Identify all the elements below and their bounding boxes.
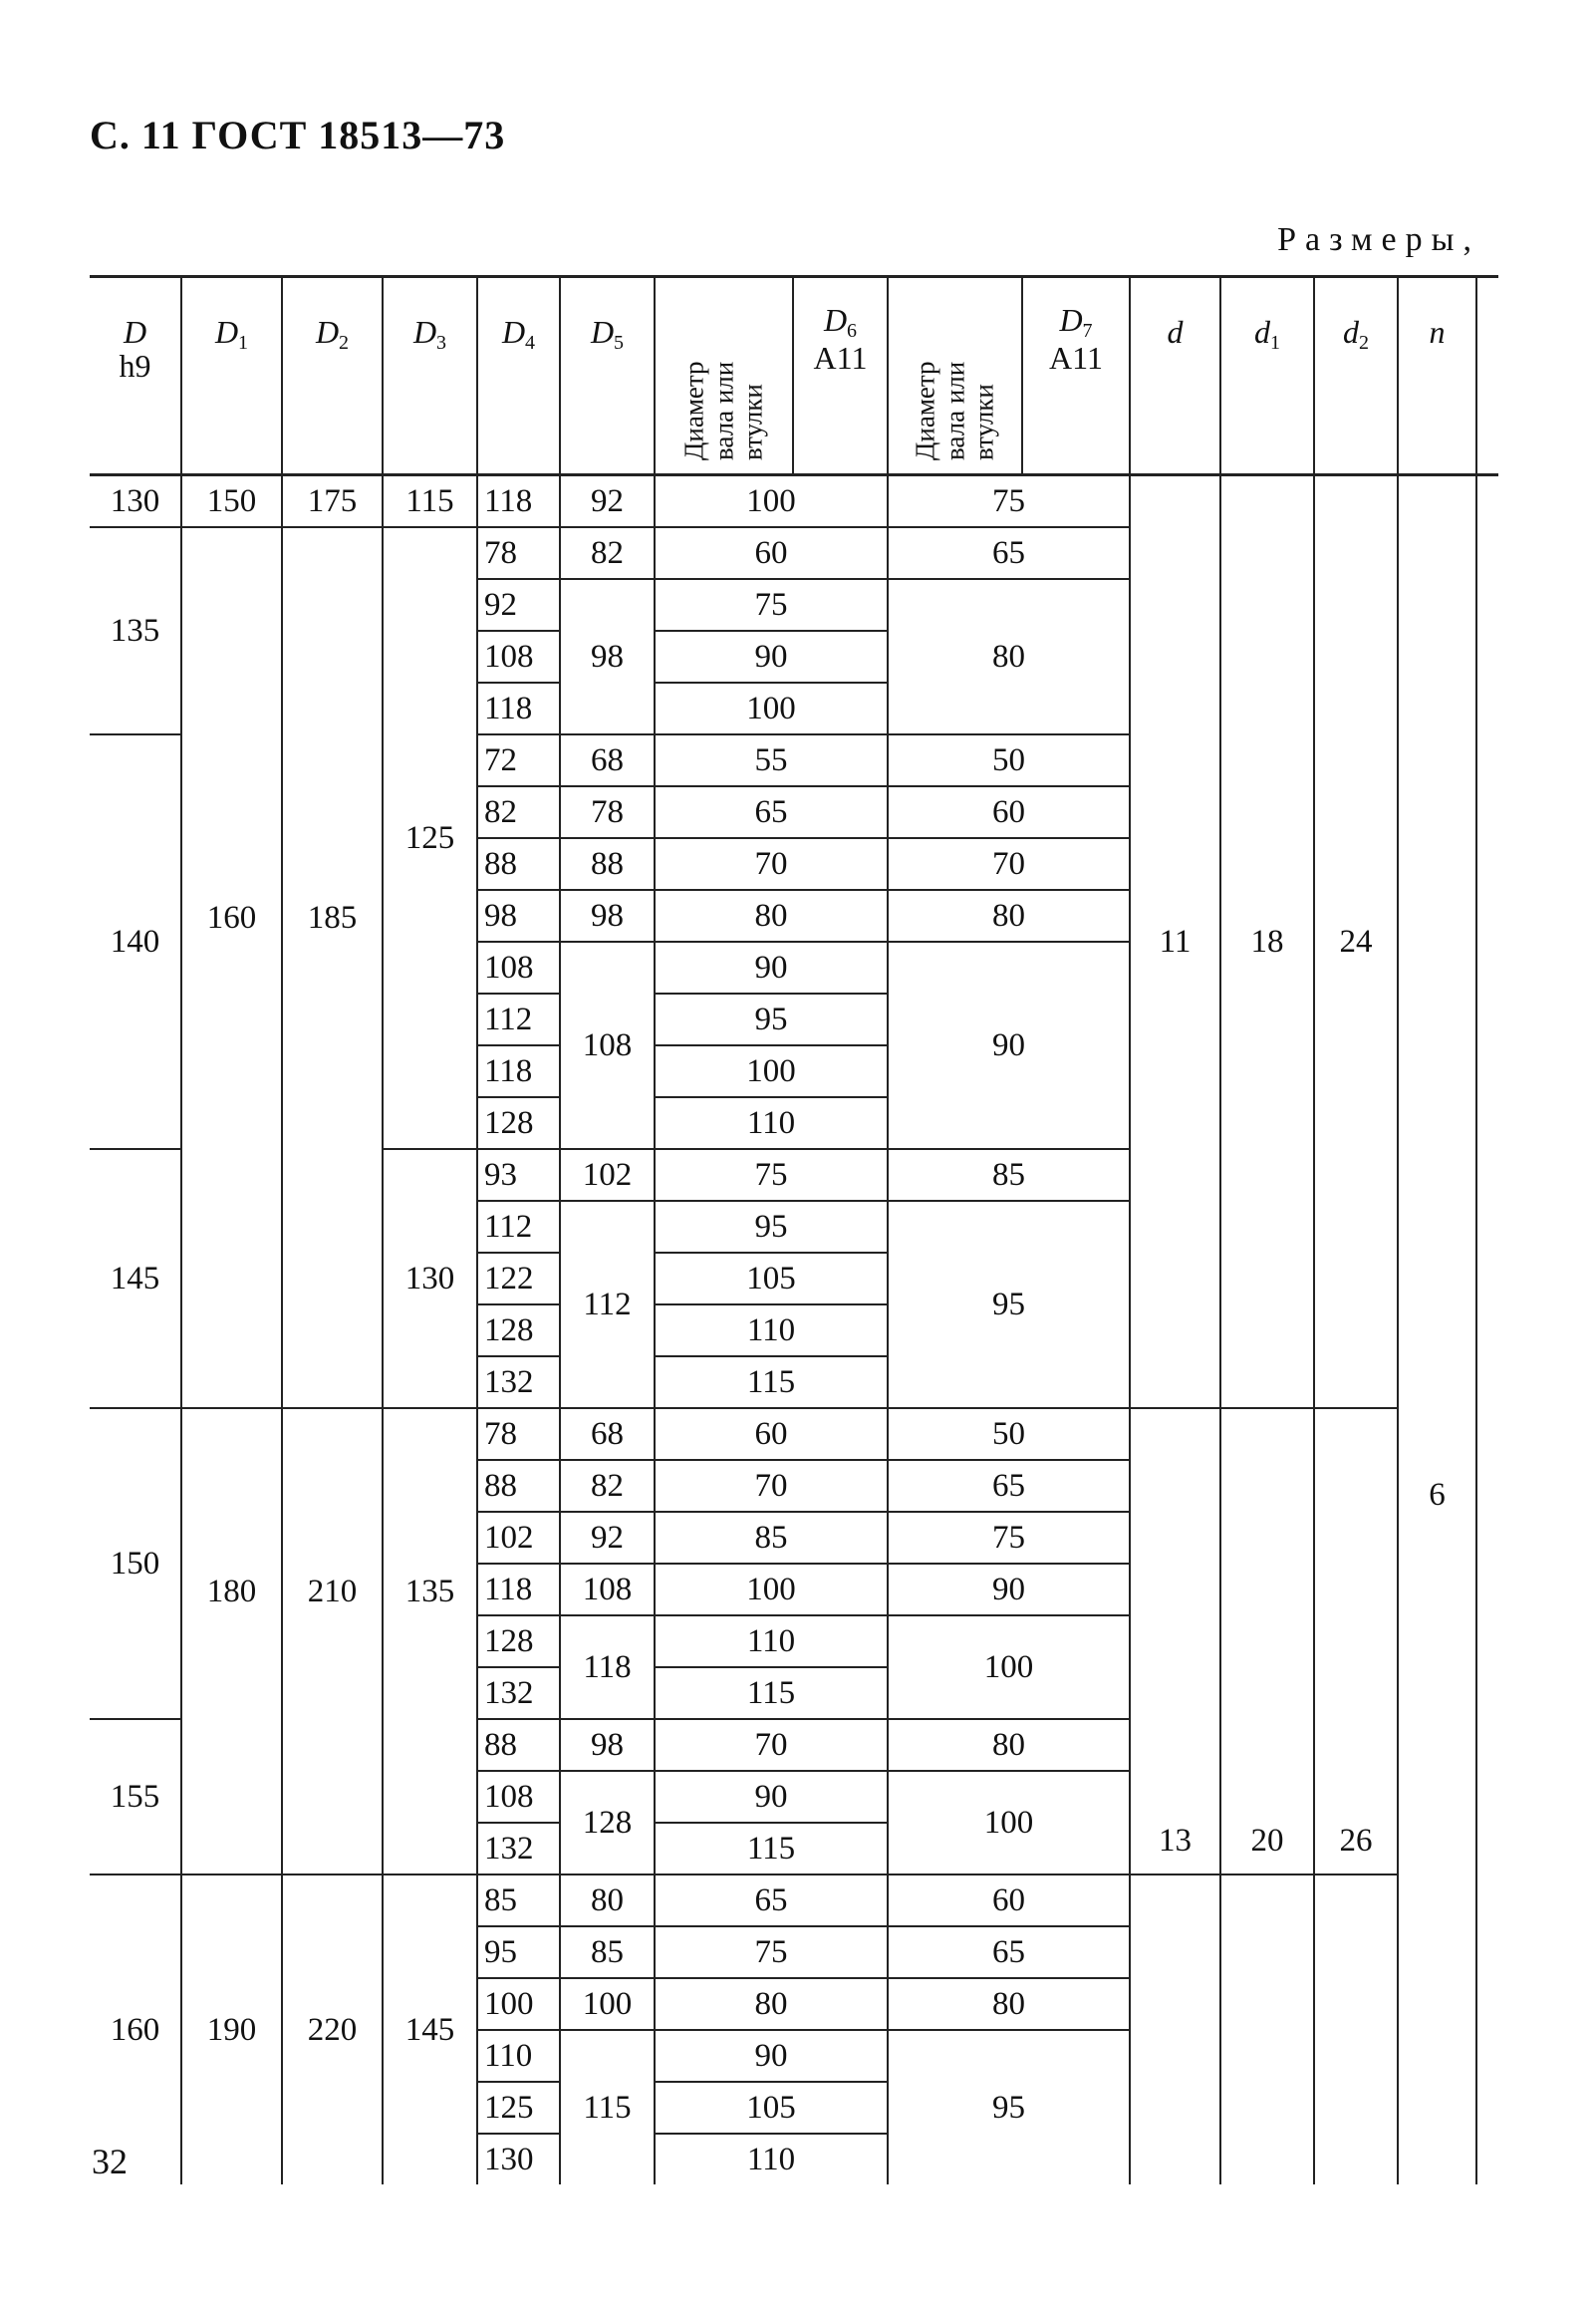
cell-D: 135 [90,527,181,734]
cell-D6: 90 [655,631,888,683]
cell-D3: 130 [383,1149,477,1408]
cell-D5: 128 [560,1771,655,1874]
cell-D6: 90 [655,942,888,994]
col-header-D5: $D_5$ [560,277,655,475]
cell-D6: 90 [655,1771,888,1823]
cell-D7: 80 [888,1978,1130,2030]
cell-d1: 18 [1220,475,1314,1409]
units-label: Размеры, [1277,221,1480,258]
cell-D4: 108 [477,631,560,683]
col-header-d2: $d_2$ [1314,277,1398,475]
cell-d2-empty [1314,1874,1398,2184]
cell-D4: 92 [477,579,560,631]
cell-D5: 98 [560,890,655,942]
cell-D6: 75 [655,1926,888,1978]
cell-D6: 70 [655,1460,888,1512]
cell-D5: 68 [560,734,655,786]
cell-D5: 118 [560,1615,655,1719]
cell-D6: 110 [655,1615,888,1667]
cell-D4: 85 [477,1874,560,1926]
cell-D6: 110 [655,2134,888,2184]
cell-D7: 95 [888,2030,1130,2184]
cell-D3: 135 [383,1408,477,1874]
cell-D6: 70 [655,1719,888,1771]
cell-D4: 82 [477,786,560,838]
cell-D5: 88 [560,838,655,890]
cell-D6: 115 [655,1667,888,1719]
cell-D4: 88 [477,838,560,890]
cell-D5: 102 [560,1149,655,1201]
cell-D6: 95 [655,994,888,1045]
cell-D5: 68 [560,1408,655,1460]
cell-D7: 65 [888,1926,1130,1978]
cell-D6: 60 [655,1408,888,1460]
table-row [90,1408,1498,1460]
cell-d: 11 [1130,475,1220,1409]
cell-D6: 100 [655,683,888,734]
cell-D4: 122 [477,1253,560,1304]
cell-d1: 20 [1220,1408,1314,1874]
cell-d2: 24 [1314,475,1398,1409]
col-header-D6: $D_6$ A11 [793,277,888,475]
cell-D4: 112 [477,1201,560,1253]
cell-D: 150 [90,1408,181,1719]
cell-D6: 100 [655,1564,888,1615]
col-header-d: d [1130,277,1220,475]
cell-D7: 70 [888,838,1130,890]
cell-D5: 92 [560,475,655,528]
cell-D7: 60 [888,786,1130,838]
col-header-D2: $D_2$ [282,277,383,475]
cell-D4: 102 [477,1512,560,1564]
page-number: 32 [92,2142,128,2181]
cell-D6: 65 [655,1874,888,1926]
cell-D4: 132 [477,1356,560,1408]
col-header-D3: $D_3$ [383,277,477,475]
cell-D7: 75 [888,1512,1130,1564]
cell-D6: 80 [655,1978,888,2030]
cell-D4: 112 [477,994,560,1045]
cell-D5: 78 [560,786,655,838]
cell-D4: 98 [477,890,560,942]
cell-D4: 88 [477,1460,560,1512]
cell-D6: 75 [655,1149,888,1201]
col-header-D4: $D_4$ [477,277,560,475]
cell-D4: 125 [477,2082,560,2134]
table-row [90,1874,1498,1926]
cell-D6: 115 [655,1356,888,1408]
cell-D7: 75 [888,475,1130,528]
col-header-D1: $D_1$ [181,277,282,475]
cell-D4: 132 [477,1667,560,1719]
cell-D4: 108 [477,942,560,994]
cell-D7: 90 [888,1564,1130,1615]
cell-D6: 90 [655,2030,888,2082]
cell-D4: 128 [477,1097,560,1149]
cell-D1: 190 [181,1874,282,2184]
cell-D4: 72 [477,734,560,786]
cell-D7: 100 [888,1615,1130,1719]
cell-D2: 175 [282,475,383,528]
cell-D4: 78 [477,527,560,579]
cell-D5: 108 [560,1564,655,1615]
cell-D6: 80 [655,890,888,942]
col-header-D7: $D_7$ A11 [1022,277,1130,475]
cell-D7: 50 [888,734,1130,786]
cell-D2: 185 [282,527,383,1408]
cell-D: 160 [90,1874,181,2184]
cell-D1: 160 [181,527,282,1408]
cell-D5: 100 [560,1978,655,2030]
cell-D2: 220 [282,1874,383,2184]
cell-D6: 100 [655,1045,888,1097]
cell-D4: 108 [477,1771,560,1823]
cell-D3: 125 [383,527,477,1149]
cell-D6: 95 [655,1201,888,1253]
col-header-D: D h9 [90,277,181,475]
cell-D4: 95 [477,1926,560,1978]
cell-D6: 70 [655,838,888,890]
col-header-empty [1476,277,1498,475]
cell-D: 155 [90,1719,181,1874]
cell-D5: 115 [560,2030,655,2184]
cell-D6: 65 [655,786,888,838]
cell-D7: 65 [888,527,1130,579]
cell-D6: 85 [655,1512,888,1564]
cell-D7: 80 [888,579,1130,734]
cell-D: 140 [90,734,181,1149]
cell-D7: 95 [888,1201,1130,1408]
cell-D4: 128 [477,1304,560,1356]
cell-D4: 93 [477,1149,560,1201]
cell-D5: 108 [560,942,655,1149]
cell-D4: 118 [477,1564,560,1615]
cell-D6: 100 [655,475,888,528]
cell-D5: 92 [560,1512,655,1564]
cell-D6: 60 [655,527,888,579]
cell-D7: 65 [888,1460,1130,1512]
cell-D4: 118 [477,475,560,528]
cell-D6: 110 [655,1304,888,1356]
cell-D7: 100 [888,1771,1130,1874]
cell-D7: 90 [888,942,1130,1149]
cell-D6: 115 [655,1823,888,1874]
cell-D: 130 [90,475,181,528]
cell-D3: 145 [383,1874,477,2184]
cell-D5: 82 [560,1460,655,1512]
cell-D5: 98 [560,1719,655,1771]
cell-D5: 98 [560,579,655,734]
cell-D4: 88 [477,1719,560,1771]
cell-D4: 128 [477,1615,560,1667]
cell-d-empty [1130,1874,1220,2184]
cell-d: 13 [1130,1408,1220,1874]
cell-D5: 80 [560,1874,655,1926]
cell-D1: 150 [181,475,282,528]
cell-D4: 100 [477,1978,560,2030]
cell-D4: 110 [477,2030,560,2082]
cell-D7: 50 [888,1408,1130,1460]
col-header-shaft-diameter-2: Диаметр вала или втулки [888,277,1022,475]
table-header-row [90,277,1498,475]
document-header: С. 11 ГОСТ 18513—73 [90,113,506,157]
table-row [90,475,1498,528]
dimensions-table [90,275,1498,2184]
cell-D4: 118 [477,1045,560,1097]
col-header-d1: $d_1$ [1220,277,1314,475]
cell-D7: 80 [888,890,1130,942]
cell-n: 6 [1398,475,1476,2185]
cell-D4: 130 [477,2134,560,2184]
cell-D5: 82 [560,527,655,579]
cell-d2: 26 [1314,1408,1398,1874]
cell-D3: 115 [383,475,477,528]
cell-D6: 110 [655,1097,888,1149]
cell-D6: 75 [655,579,888,631]
col-header-n: n [1398,277,1476,475]
cell-D7: 85 [888,1149,1130,1201]
cell-D5: 112 [560,1201,655,1408]
cell-D6: 105 [655,2082,888,2134]
cell-d1-empty [1220,1874,1314,2184]
cell-D2: 210 [282,1408,383,1874]
cell-D6: 55 [655,734,888,786]
cell-D4: 78 [477,1408,560,1460]
cell-D7: 60 [888,1874,1130,1926]
cell-D7: 80 [888,1719,1130,1771]
cell-D4: 118 [477,683,560,734]
col-header-shaft-diameter: Диаметр вала или втулки [655,277,793,475]
cell-D1: 180 [181,1408,282,1874]
cell-empty [1476,475,1498,2185]
cell-D5: 85 [560,1926,655,1978]
cell-D: 145 [90,1149,181,1408]
cell-D6: 105 [655,1253,888,1304]
cell-D4: 132 [477,1823,560,1874]
